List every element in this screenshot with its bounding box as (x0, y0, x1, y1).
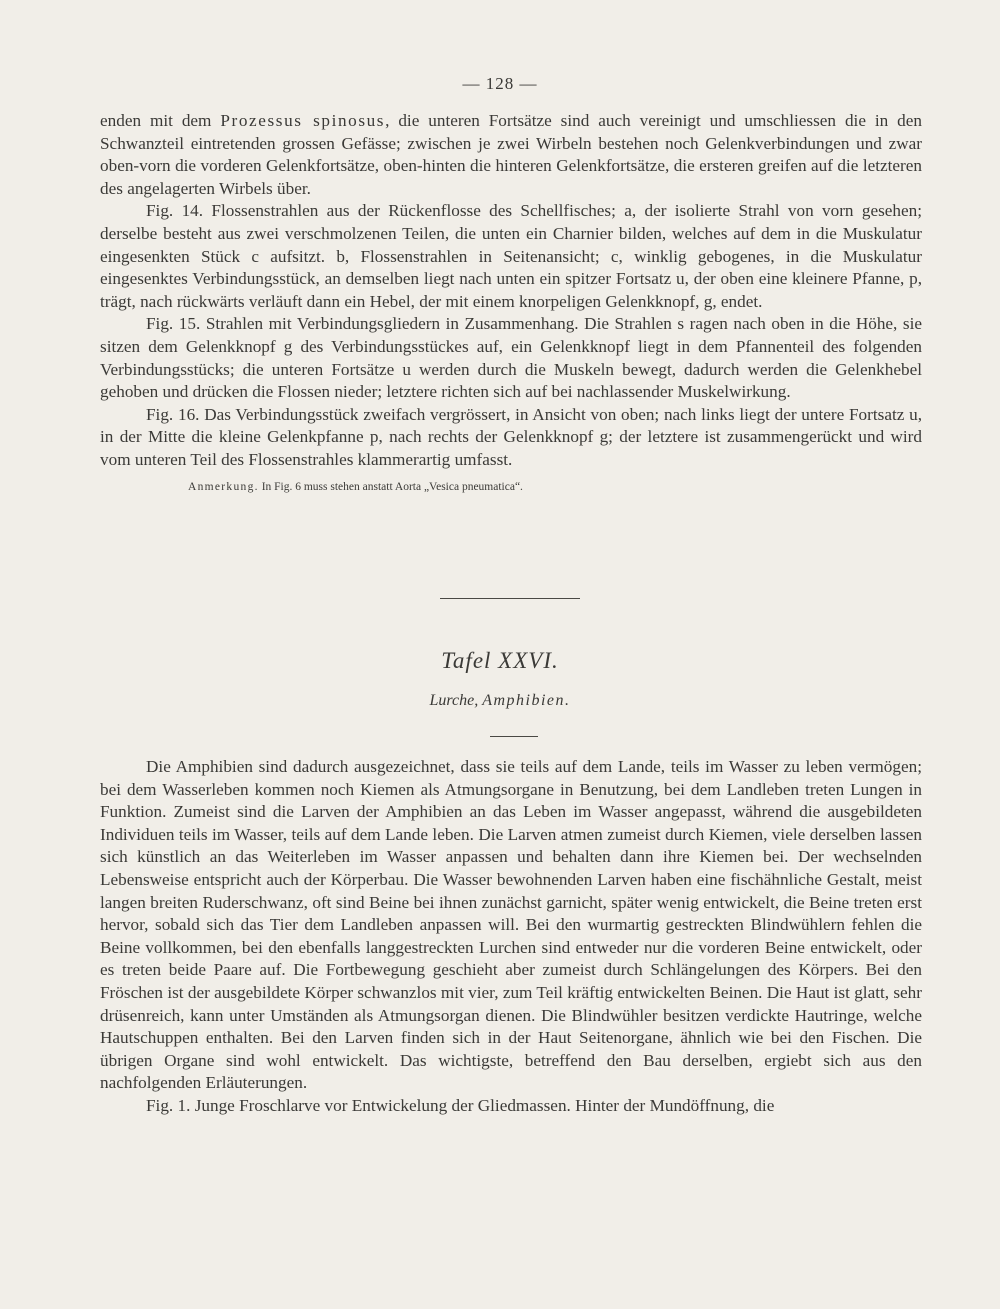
section-subtitle (0, 692, 1000, 710)
top-section (100, 110, 922, 495)
paragraph-fig-1: Fig. 1. Junge Froschlarve vor Entwickelung der Gliedmassen. Hinter der Mundöffnung, die (146, 1095, 775, 1115)
paragraph-amphibians-intro: Die Amphibien sind dadurch ausgezeichnet, dass sie teils auf dem Lande, teils im Wasser zu leben vermögen; bei dem Wasserleben kommen noch Kiemen als Atmungsorgane in Benutzung, bei dem Landleben treten Lungen in Funktion. Zumeist sind die Larven der Amphibien an das Leben im Wasser angepasst, während die ausgebildeten Individuen teils im Wasser, teils auf dem Lande leben. Die Larven atmen zumeist durch Kiemen, viele derselben lassen sich künstlich an das Weiterleben im Wasser anpassen und behalten dann ihre Kiemen bei. Der wechselnden Lebensweise entspricht auch der Körperbau. Die Wasser bewohnenden Larven haben eine fischähnliche Gestalt, meist langen breiten Ruderschwanz, oft sind Beine bei ihnen zunächst garnicht, später wenig entwickelt, die Beine treten erst hervor, sobald sich das Tier dem Landleben anpassen will. Bei den wurmartig gestreckten Blindwühlern fehlen die Beine vollkommen, bei den ebenfalls langgestreckten Lurchen sind entweder nur die vorderen Beine entwickelt, oder es treten beide Paare auf. Die Fortbewegung geschieht aber zumeist durch Schlängelungen des Körpers. Bei den Fröschen ist der ausgebildete Körper schwanzlos mit vier, zum Teil kräftig entwickelten Beinen. Die Haut ist glatt, sehr drüsenreich, kann unter Umständen als Atmungsorgan dienen. Die Blindwühler besitzen verdickte Hautringe, welche Hautschuppen enthalten. Bei den Larven finden sich in der Haut Seitenorgane, ähnlich wie bei den Fischen. Die übrigen Organe sind wohl entwickelt. Das wichtigste, betreffend den Bau derselben, ergiebt sich aus den nachfolgenden Erläuterungen. (100, 757, 922, 1093)
subtitle-emphasis: Amphibien. (482, 692, 571, 709)
paragraph-vertebrae (100, 110, 922, 200)
paragraph-text: , die unteren Fortsätze sind auch vereinigt und umschliessen die in den Schwanzteil eintretenden grossen Gefässe; zwischen je zwei Wirbeln bestehen noch Gelenkverbindungen und zwar oben-vorn die vorderen Gelenkfortsätze, oben-hinten die hinteren Gelenkfortsätze, die ersteren greifen auf die letzteren des angelagerten Wirbels über. (100, 111, 922, 198)
subtitle-text: Lurche, (429, 692, 483, 709)
paragraph-fig-16: Fig. 16. Das Verbindungsstück zweifach vergrössert, in Ansicht von oben; nach links liegt der untere Fortsatz u, in der Mitte die kleine Gelenkpfanne p, nach rechts der Gelenkknopf g; der letztere ist zusammengerückt und wird vom unteren Teil des Flossenstrahles klammerartig umfasst. (100, 404, 922, 469)
bottom-section (100, 756, 922, 1118)
paragraph-text: enden mit dem (100, 111, 221, 130)
emphasized-term: Prozessus spinosus (220, 111, 386, 130)
note-label: Anmerkung. (188, 480, 259, 493)
note-text: In Fig. 6 muss stehen anstatt Aorta „Vesica pneumatica“. (258, 480, 523, 493)
page-number: — 128 — (462, 74, 538, 93)
paragraph-fig-14: Fig. 14. Flossenstrahlen aus der Rückenflosse des Schellfisches; a, der isolierte Strahl von vorn gesehen; derselbe besteht aus zwei verschmolzenen Teilen, die unten ein Charnier bilden, welches auf dem in die Muskulatur eingesenkten Stück c aufsitzt. b, Flossenstrahlen in Seitenansicht; c, winklig gebogenes, in die Muskulatur eingesenktes Verbindungsstück, an demselben liegt nach unten ein spitzer Fortsatz u, der oben eine kleinere Pfanne, p, trägt, nach rückwärts verläuft dann ein Hebel, der mit einem knorpeligen Gelenkknopf, g, endet. (100, 201, 922, 311)
section-title: Tafel XXVI. (441, 648, 559, 673)
annotation-note (100, 479, 922, 495)
paragraph-fig-15: Fig. 15. Strahlen mit Verbindungsgliedern in Zusammenhang. Die Strahlen s ragen nach oben in die Höhe, sie sitzen dem Gelenkknopf g des Verbindungsstückes auf, ein Gelenkknopf liegt in dem Pfannenteil des folgenden Verbindungsstücks; die unteren Fortsätze u werden durch die Muskeln bewegt, dadurch werden die Gelenkhebel gehoben und drücken die Flossen nieder; letztere richten sich auf bei nachlassender Muskelwirkung. (100, 314, 922, 402)
section-divider (440, 598, 580, 599)
subtitle-divider (490, 736, 538, 737)
